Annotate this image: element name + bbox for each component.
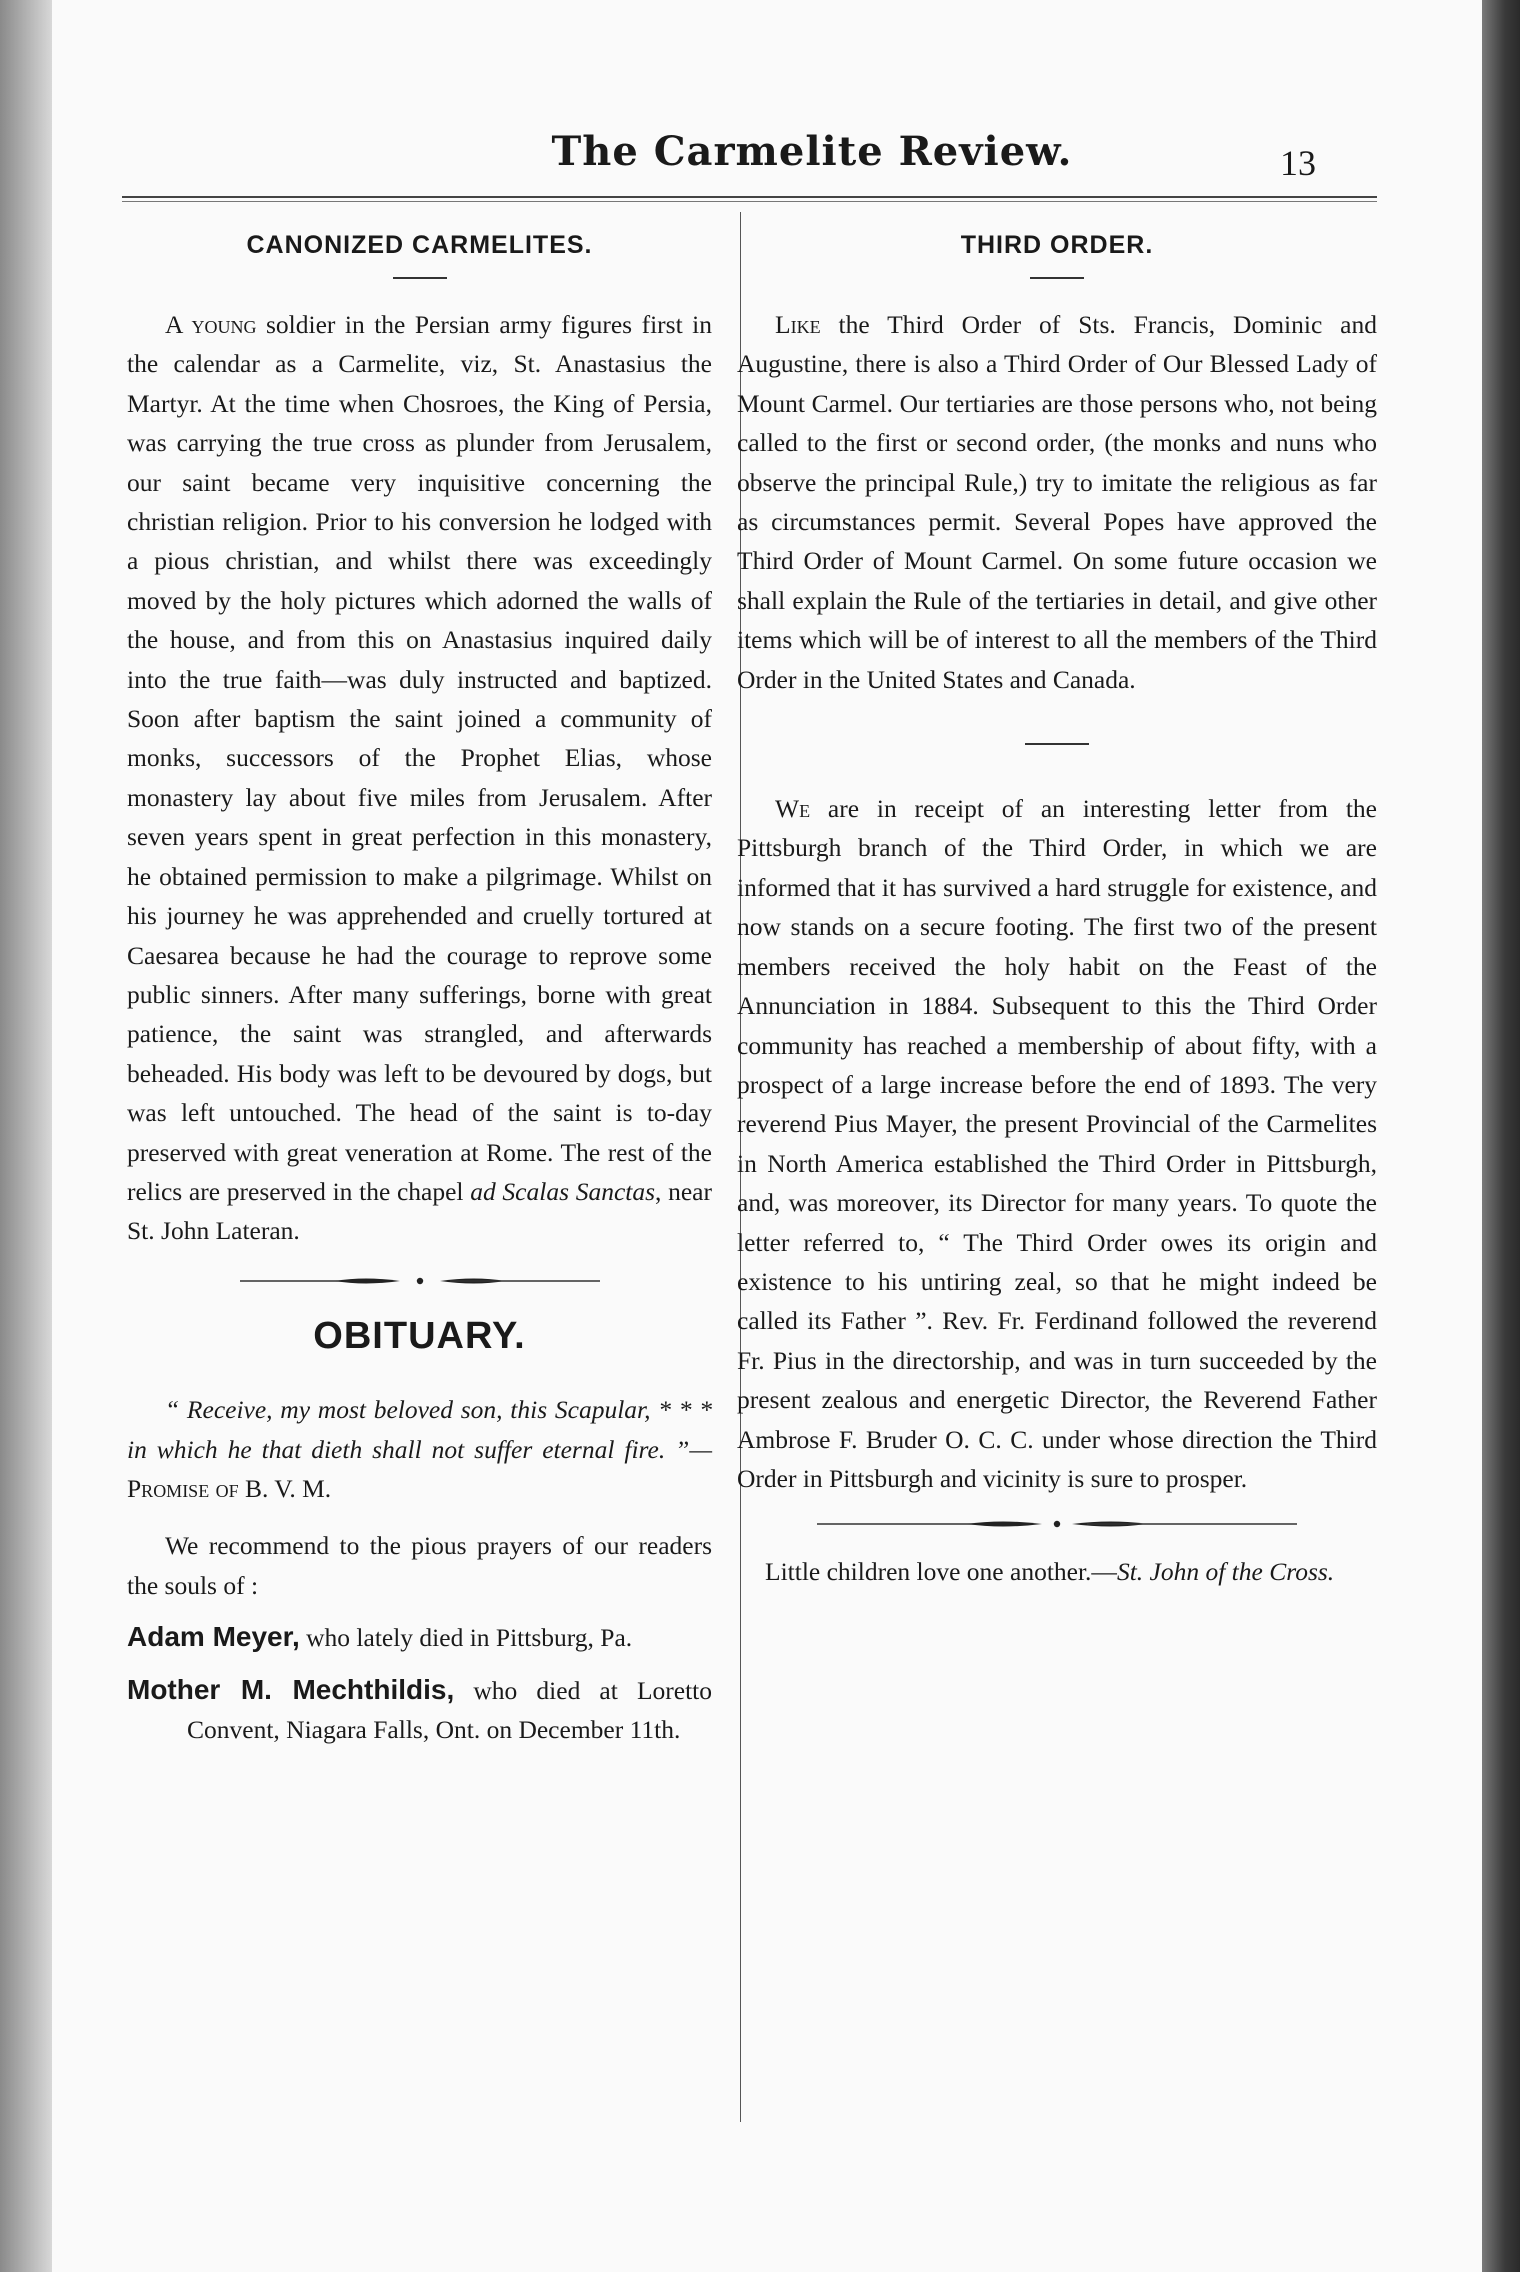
third-order-heading: THIRD ORDER. (960, 231, 1154, 259)
obituary-intro: We recommend to the pious prayers of our readers the souls of : (127, 1531, 712, 1600)
section-rule (1025, 743, 1089, 745)
right-column (737, 225, 1377, 1592)
deceased-name: Mother M. Mechthildis, (127, 1673, 455, 1705)
closing-text: Little children love one another.— (765, 1557, 1117, 1587)
canonized-carmelites-body (127, 305, 712, 1251)
section-ornament (817, 1516, 1297, 1532)
lead-caps: Like (775, 310, 821, 339)
paragraph-text: are in receipt of an interesting letter from the Pittsburgh branch of the Third Order, in which we are informed that it has survived a hard struggle for existence, and now stands on a secure footing. The first two of the present members received the holy habit on the Feast of the Annunciation in 1884. Subsequent to this the Third Order community has reached a membership of about fifty, with a prospect of a large increase before the end of 1893. The very reverend Pius Mayer, the present Provincial of the Carmelites in North America established the Third Order in Pittsburgh, and, was moreover, its Director for many years. To quote the letter referred to, “ The Third Order owes its origin and existence to his untiring zeal, so that he might indeed be called its Father ”. Rev. Fr. Ferdinand followed the reverend Fr. Pius in the directorship, and was in turn succeeded by the present zealous and energetic Director, the Reverend Father Ambrose F. Bruder O. C. C. under whose direction the Third Order in Pittsburgh and vicinity is sure to prosper. (737, 794, 1377, 1493)
body-end: , near St. John Lateran. (127, 1176, 712, 1246)
lead-caps: A young (165, 310, 257, 339)
scan-left-edge (0, 0, 52, 2272)
quote-source: Promise of B. V. M. (127, 1473, 332, 1503)
page-number: 13 (1280, 143, 1316, 183)
left-column (127, 225, 712, 1749)
obituary-heading: OBITUARY. (313, 1314, 526, 1357)
section-ornament (240, 1273, 600, 1289)
heading-rule (393, 277, 447, 279)
closing-attribution: St. John of the Cross. (1116, 1557, 1335, 1587)
deceased-details: who died at Loretto Convent, Niagara Falls, Ont. on December 11th. (187, 1675, 713, 1744)
closing-quote (737, 1552, 1377, 1591)
scapular-quote (127, 1390, 712, 1508)
canonized-carmelites-heading: CANONIZED CARMELITES. (246, 231, 593, 259)
scan-right-edge (1482, 0, 1520, 2272)
paragraph-text: the Third Order of Sts. Francis, Dominic and Augustine, there is also a Third Order of Our Blessed Lady of Mount Carmel. Our tertiaries are those persons who, not being called to the first or second order, (the monks and nuns who observe the principal Rule,) try to imitate the religious as far as circumstances permit. Several Popes have approved the Third Order of Mount Carmel. On some future occasion we shall explain the Rule of the tertiaries in detail, and give other items which will be of interest to all the members of the Third Order in the United States and Canada. (737, 310, 1377, 694)
obituary-entry (127, 1617, 712, 1657)
obituary-entry (127, 1670, 712, 1750)
deceased-name: Adam Meyer, (127, 1621, 300, 1653)
third-order-paragraph-1 (737, 305, 1377, 699)
chapel-name: ad Scalas Sanctas (470, 1176, 656, 1206)
book-page (52, 0, 1482, 2272)
header-rule (122, 196, 1377, 202)
heading-rule (1030, 277, 1084, 279)
third-order-paragraph-2 (737, 789, 1377, 1498)
lead-caps: We (775, 794, 811, 824)
body-text: soldier in the Persian army figures first in the calendar as a Carmelite, viz, St. Anastasius the Martyr. At the time when Chosroes, the King of Persia, was carrying the true cross as plunder from Jerusalem, our saint became very inquisitive concerning the christian religion. Prior to his conversion he lodged with a pious christian, and whilst there was exceedingly moved by the holy pictures which adorned the walls of the house, and from this on Anastasius inquired daily into the true faith—was duly instructed and baptized. Soon after baptism the saint joined a community of monks, successors of the Prophet Elias, whose monastery lay about five miles from Jerusalem. After seven years spent in great perfection in this monastery, he obtained permission to make a pilgrimage. Whilst on his journey he was apprehended and cruelly tortured at Caesarea because he had the courage to reprove some public sinners. After many sufferings, borne with great patience, the saint was strangled, and afterwards beheaded. His body was left to be devoured by dogs, but was left untouched. The head of the saint is to-day preserved with great veneration at Rome. The rest of the relics are preserved in the chapel (127, 310, 712, 1206)
quote-text: “ Receive, my most beloved son, this Scapular, * * * in which he that dieth shall not suffer eternal fire. ”— (127, 1395, 712, 1464)
running-title: The Carmelite Review. (551, 128, 1073, 175)
deceased-details: who lately died in Pittsburg, Pa. (299, 1623, 633, 1653)
